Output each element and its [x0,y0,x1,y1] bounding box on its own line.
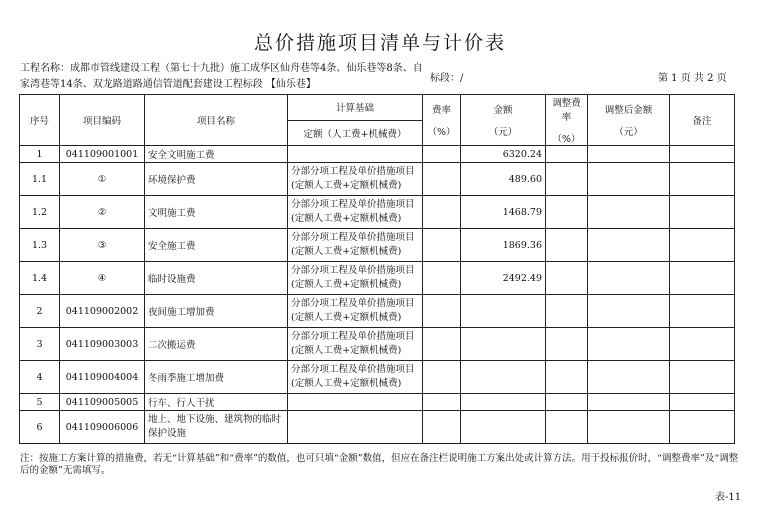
cell-seq: 1.1 [20,163,60,196]
cell-amount [461,411,546,444]
cell-amount: 6320.24 [461,146,546,163]
cell-basis: 分部分项工程及单价措施项目(定额人工费+定额机械费) [288,262,423,295]
cell-code: ② [60,196,145,229]
cell-rate [423,163,461,196]
cell-remark [670,196,735,229]
header-amount-label: 金额 [493,105,513,116]
header-amount-unit: （元） [488,127,518,138]
project-name: 工程名称：成都市管线建设工程（第七十九批）施工成华区仙舟巷等4条、仙乐巷等8条、自家湾巷等14条、双龙路道路通信管道配套建设工程标段 【仙乐巷】 [20,63,423,90]
cell-adj-rate [546,146,588,163]
cell-seq: 6 [20,411,60,444]
cell-seq: 1.3 [20,229,60,262]
cell-seq: 1.2 [20,196,60,229]
cell-adj-amount [588,394,670,411]
header-amount [461,95,546,146]
header-row [20,95,735,121]
table-row [20,163,735,196]
cell-basis: 分部分项工程及单价措施项目(定额人工费+定额机械费) [288,163,423,196]
cell-remark [670,295,735,328]
cell-name: 环境保护费 [145,163,288,196]
cell-remark [670,146,735,163]
cell-adj-rate [546,229,588,262]
cell-name: 地上、地下设施、建筑物的临时保护设施 [145,411,288,444]
cell-name: 临时设施费 [145,262,288,295]
cell-remark [670,262,735,295]
table-row [20,196,735,229]
cell-adj-amount [588,196,670,229]
cell-seq: 5 [20,394,60,411]
cell-rate [423,146,461,163]
cell-code: ③ [60,229,145,262]
cell-amount: 1869.36 [461,229,546,262]
cell-seq: 3 [20,328,60,361]
form-number: 表-11 [715,492,742,503]
table-row [20,411,735,444]
header-rate-label: 费率 [431,105,451,116]
cell-remark [670,328,735,361]
cell-basis: 分部分项工程及单价措施项目(定额人工费+定额机械费) [288,295,423,328]
table-row [20,262,735,295]
cell-code: 041109002002 [60,295,145,328]
page-info: 第 1 页 共 2 页 [658,73,727,84]
header-adj-amount-label: 调整后金额 [604,105,653,116]
cell-basis [288,146,423,163]
cell-code: 041109006006 [60,411,145,444]
header-adj-rate-unit: （%） [552,134,581,145]
cell-seq: 2 [20,295,60,328]
price-table [19,94,735,444]
cell-seq: 1.4 [20,262,60,295]
cell-adj-amount [588,229,670,262]
cell-adj-rate [546,411,588,444]
cell-adj-rate [546,328,588,361]
cell-adj-rate [546,361,588,394]
header-adj-rate-label: 调整费率 [552,98,581,123]
header-remark: 备注 [670,95,735,146]
cell-remark [670,411,735,444]
header-basis: 计算基础 [288,95,423,121]
cell-adj-amount [588,361,670,394]
cell-remark [670,163,735,196]
cell-code: ④ [60,262,145,295]
cell-amount: 1468.79 [461,196,546,229]
header-code: 项目编码 [60,95,145,146]
cell-rate [423,394,461,411]
cell-adj-amount [588,146,670,163]
cell-code: 041109005005 [60,394,145,411]
cell-basis: 分部分项工程及单价措施项目(定额人工费+定额机械费) [288,229,423,262]
cell-rate [423,411,461,444]
table-row [20,328,735,361]
cell-name: 安全文明施工费 [145,146,288,163]
cell-adj-rate [546,163,588,196]
header-basis-sub: 定额（人工费+机械费） [288,120,423,146]
cell-code: ① [60,163,145,196]
cell-amount [461,295,546,328]
cell-adj-amount [588,163,670,196]
cell-seq: 1 [20,146,60,163]
cell-seq: 4 [20,361,60,394]
header-adj-amount [588,95,670,146]
header-seq: 序号 [20,95,60,146]
cell-name: 二次搬运费 [145,328,288,361]
cell-adj-rate [546,295,588,328]
header-adj-amount-unit: （元） [614,127,643,138]
header-rate-unit: （%） [427,127,456,138]
table-row [20,146,735,163]
cell-amount [461,361,546,394]
cell-basis: 分部分项工程及单价措施项目(定额人工费+定额机械费) [288,361,423,394]
cell-adj-amount [588,295,670,328]
cell-remark [670,229,735,262]
footnote: 注：按施工方案计算的措施费，若无“计算基础”和“费率”的数值，也可只填“金额”数值，但应在备注栏说明施工方案出处或计算方法。用于投标报价时，“调整费率”及“调整后的金额”无需填写。 [20,453,739,476]
cell-rate [423,262,461,295]
cell-amount: 489.60 [461,163,546,196]
table-row [20,361,735,394]
cell-basis [288,411,423,444]
cell-name: 文明施工费 [145,196,288,229]
header-name: 项目名称 [145,95,288,146]
cell-code: 041109001001 [60,146,145,163]
cell-amount: 2492.49 [461,262,546,295]
table-row [20,394,735,411]
cell-adj-rate [546,196,588,229]
cell-amount [461,328,546,361]
cell-basis [288,394,423,411]
cell-rate [423,328,461,361]
cell-adj-amount [588,262,670,295]
cell-adj-amount [588,411,670,444]
cell-basis: 分部分项工程及单价措施项目(定额人工费+定额机械费) [288,196,423,229]
header-rate [423,95,461,146]
cell-remark [670,394,735,411]
cell-basis: 分部分项工程及单价措施项目(定额人工费+定额机械费) [288,328,423,361]
cell-amount [461,394,546,411]
section-label: 标段：/ [430,73,464,84]
cell-code: 041109004004 [60,361,145,394]
cell-rate [423,229,461,262]
cell-adj-rate [546,262,588,295]
cell-name: 冬雨季施工增加费 [145,361,288,394]
cell-adj-amount [588,328,670,361]
cell-rate [423,295,461,328]
cell-name: 夜间施工增加费 [145,295,288,328]
cell-rate [423,196,461,229]
cell-name: 行车、行人干扰 [145,394,288,411]
cell-adj-rate [546,394,588,411]
page-title: 总价措施项目清单与计价表 [253,32,506,54]
cell-rate [423,361,461,394]
cell-name: 安全施工费 [145,229,288,262]
table-row [20,295,735,328]
cell-remark [670,361,735,394]
cell-code: 041109003003 [60,328,145,361]
table-row [20,229,735,262]
header-adj-rate [546,95,588,146]
